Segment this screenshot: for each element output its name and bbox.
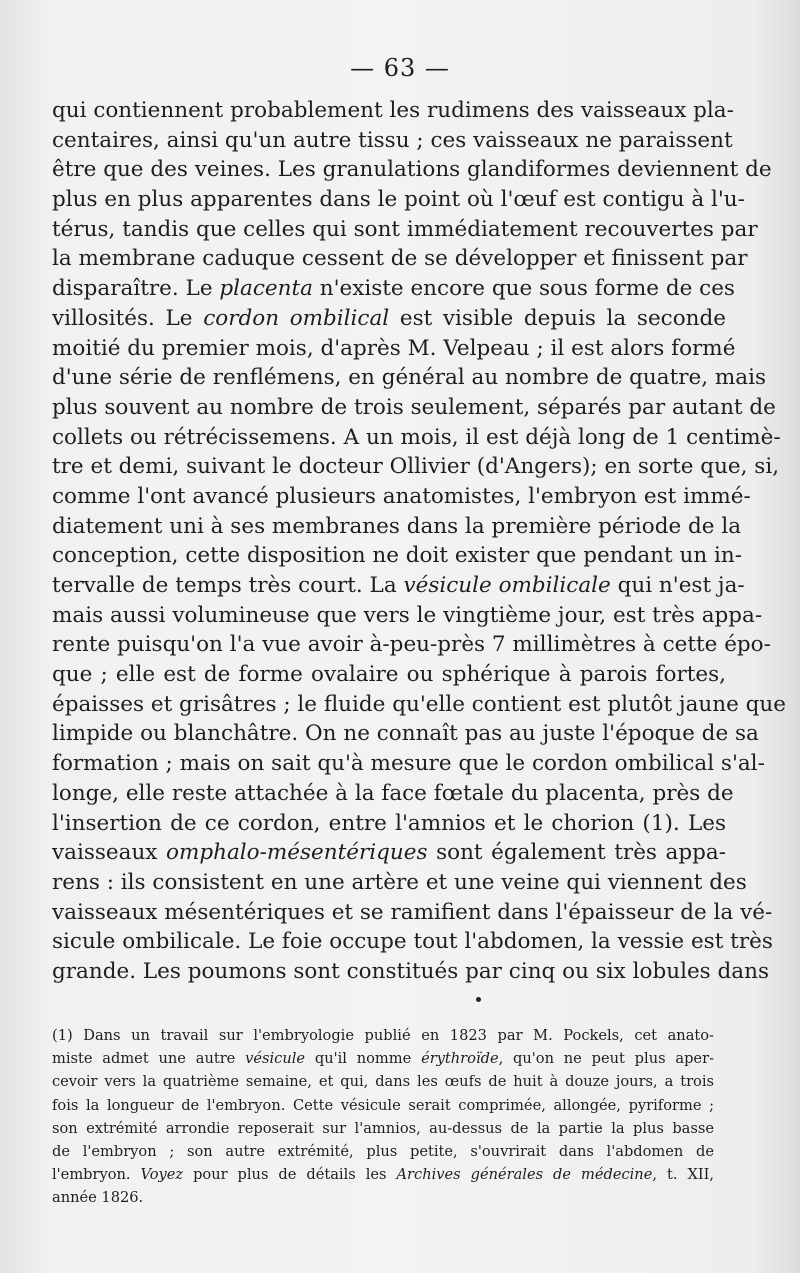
text-line: comme l'ont avancé plusieurs anatomistes, l'embryon est immé-: [52, 483, 751, 509]
italic-term: Archives générales de médecine: [396, 1166, 653, 1184]
ink-dot: [476, 997, 481, 1002]
text-line: vaisseaux mésentériques et se ramifient dans l'épaisseur de la vé-: [52, 899, 773, 925]
footnote-line: fois la longueur de l'embryon. Cette vésicule serait comprimée, allongée, pyriforme ;: [52, 1096, 714, 1114]
text-line: collets ou rétrécissemens. A un mois, il est déjà long de 1 centimè-: [52, 424, 781, 450]
text-line: conception, cette disposition ne doit exister que pendant un in-: [52, 543, 742, 569]
text-line: térus, tandis que celles qui sont immédiatement recouvertes par: [52, 216, 758, 242]
text-line: diatement uni à ses membranes dans la première période de la: [52, 513, 742, 539]
text-line: grande. Les poumons sont constitués par cinq ou six lobules dans: [52, 958, 769, 984]
text-line: plus souvent au nombre de trois seulement, séparés par autant de: [52, 394, 776, 420]
footnote-line: son extrémité arrondie reposerait sur l'amnios, au-dessus de la partie la plus basse: [52, 1119, 714, 1137]
italic-term: placenta: [219, 276, 313, 302]
text-line: formation ; mais on sait qu'à mesure que le cordon ombilical s'al-: [52, 751, 765, 777]
text-line: être que des veines. Les granulations glandiformes deviennent de: [52, 157, 772, 183]
text-line: que ; elle est de forme ovalaire ou sphérique à parois fortes,: [52, 662, 726, 688]
text-line: tre et demi, suivant le docteur Ollivier (d'Angers); en sorte que, si,: [52, 454, 780, 480]
footnote: [52, 1024, 714, 1210]
text-line: rente puisqu'on l'a vue avoir à-peu-près 7 millimètres à cette épo-: [52, 632, 771, 658]
text-line: épaisses et grisâtres ; le fluide qu'elle contient est plutôt jaune que: [52, 691, 787, 717]
text-line: sicule ombilicale. Le foie occupe tout l'abdomen, la vessie est très: [52, 929, 773, 955]
italic-term: vésicule ombilicale: [403, 573, 611, 598]
text-line: qui contiennent probablement les rudimens des vaisseaux pla-: [52, 98, 734, 123]
text-line: l'insertion de ce cordon, entre l'amnios et le chorion (1). Les: [52, 810, 726, 836]
footnote-line: l'embryon. Voyez pour plus de détails les Archives générales de médecine, t. XII,: [52, 1166, 715, 1184]
text-line: rens : ils consistent en une artère et une veine qui viennent des: [52, 869, 747, 895]
text-line: d'une série de renflémens, en général au nombre de quatre, mais: [52, 365, 767, 391]
italic-term: érythroïde: [421, 1050, 499, 1068]
text-line: centaires, ainsi qu'un autre tissu ; ces vaisseaux ne paraissent: [52, 127, 733, 153]
text-line: vaisseaux omphalo-mésentériques sont également très appa-: [52, 840, 726, 866]
text-line: longe, elle reste attachée à la face fœtale du placenta, près de: [52, 780, 734, 806]
main-text: [52, 96, 787, 987]
page-number: — 63 —: [350, 54, 450, 82]
text-line: la membrane caduque cessent de se développer et finissent par: [52, 246, 748, 272]
italic-term: omphalo-mésentériques: [166, 840, 428, 866]
footnote-line: cevoir vers la quatrième semaine, et qui, dans les œufs de huit à douze jours, a trois: [52, 1073, 714, 1091]
footnote-line: (1) Dans un travail sur l'embryologie publié en 1823 par M. Pockels, cet anato-: [52, 1027, 714, 1044]
footnote-line: de l'embryon ; son autre extrémité, plus petite, s'ouvrirait dans l'abdomen de: [52, 1142, 714, 1160]
text-line: villosités. Le cordon ombilical est visible depuis la seconde: [52, 305, 727, 331]
text-line: mais aussi volumineuse que vers le vingtième jour, est très appa-: [52, 602, 763, 628]
italic-term: Voyez: [140, 1166, 184, 1184]
text-line: tervalle de temps très court. La vésicule ombilicale qui n'est ja-: [52, 573, 745, 598]
italic-term: vésicule: [245, 1050, 306, 1068]
footnote-line: année 1826.: [52, 1189, 144, 1207]
footnote-line: miste admet une autre vésicule qu'il nomme érythroïde, qu'on ne peut plus aper-: [52, 1050, 714, 1068]
text-line: disparaître. Le placenta n'existe encore que sous forme de ces: [52, 276, 735, 302]
text-line: limpide ou blanchâtre. On ne connaît pas au juste l'époque de sa: [52, 721, 759, 747]
italic-term: cordon ombilical: [203, 305, 390, 331]
text-line: plus en plus apparentes dans le point où l'œuf est contigu à l'u-: [52, 187, 745, 213]
text-line: moitié du premier mois, d'après M. Velpeau ; il est alors formé: [52, 335, 736, 361]
